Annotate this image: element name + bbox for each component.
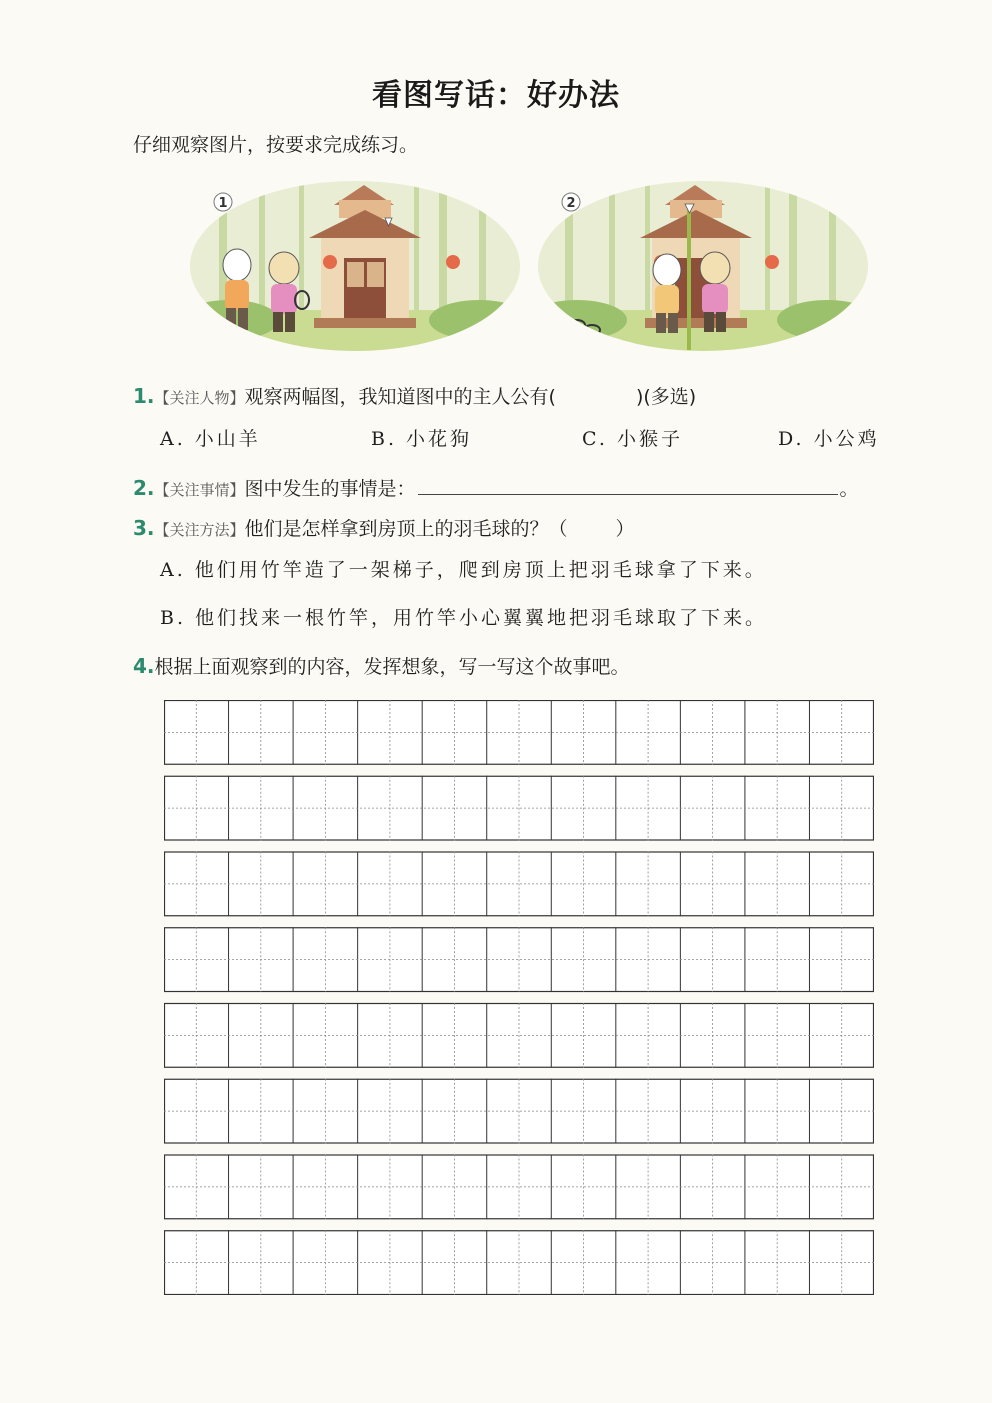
- question-3-option-b[interactable]: B. 他们找来一根竹竿，用竹竿小心翼翼地把羽毛球取了下来。: [160, 607, 768, 629]
- option-a[interactable]: A. 小山羊: [160, 428, 261, 450]
- writing-grid[interactable]: [164, 700, 874, 1295]
- question-3-option-a[interactable]: A. 他们用竹竿造了一架梯子，爬到房顶上把羽毛球拿了下来。: [160, 559, 767, 581]
- question-2-tag: 【关注事情】: [154, 481, 245, 499]
- picture-1-number: 1: [218, 196, 228, 211]
- question-1-tail: )(多选): [635, 386, 697, 408]
- question-2-text: 图中发生的事情是：: [244, 478, 416, 500]
- option-c[interactable]: C. 小猴子: [582, 428, 683, 450]
- picture-1: [189, 180, 521, 352]
- question-4: [133, 652, 630, 679]
- question-3-text: 他们是怎样拿到房顶上的羽毛球的？（: [244, 518, 568, 540]
- question-1-number: 1.: [133, 384, 155, 408]
- picture-2: [537, 180, 869, 352]
- question-3: [133, 514, 635, 541]
- question-4-number: 4.: [133, 654, 155, 678]
- question-4-text: 根据上面观察到的内容，发挥想象，写一写这个故事吧。: [154, 656, 630, 678]
- question-2-number: 2.: [133, 476, 155, 500]
- question-1-options: [0, 424, 992, 454]
- option-b[interactable]: B. 小花狗: [371, 428, 473, 450]
- picture-2-number: 2: [566, 196, 576, 211]
- picture-1-illustration: [189, 180, 521, 352]
- question-2-answer-line[interactable]: [418, 478, 838, 495]
- option-d[interactable]: D. 小公鸡: [778, 428, 880, 450]
- question-3-number: 3.: [133, 516, 155, 540]
- question-3-tag: 【关注方法】: [154, 521, 245, 539]
- question-1-tag: 【关注人物】: [154, 389, 245, 407]
- question-1: [133, 382, 696, 409]
- writing-grid-svg: [164, 700, 874, 1295]
- question-1-text: 观察两幅图，我知道图中的主人公有(: [244, 386, 556, 408]
- question-2-tail: 。: [839, 478, 859, 500]
- picture-2-illustration: [537, 180, 869, 352]
- question-3-tail: ）: [615, 518, 635, 540]
- question-2: [133, 474, 859, 501]
- page-title: 看图写话：好办法: [372, 78, 620, 113]
- instruction-text: 仔细观察图片，按要求完成练习。: [133, 134, 419, 156]
